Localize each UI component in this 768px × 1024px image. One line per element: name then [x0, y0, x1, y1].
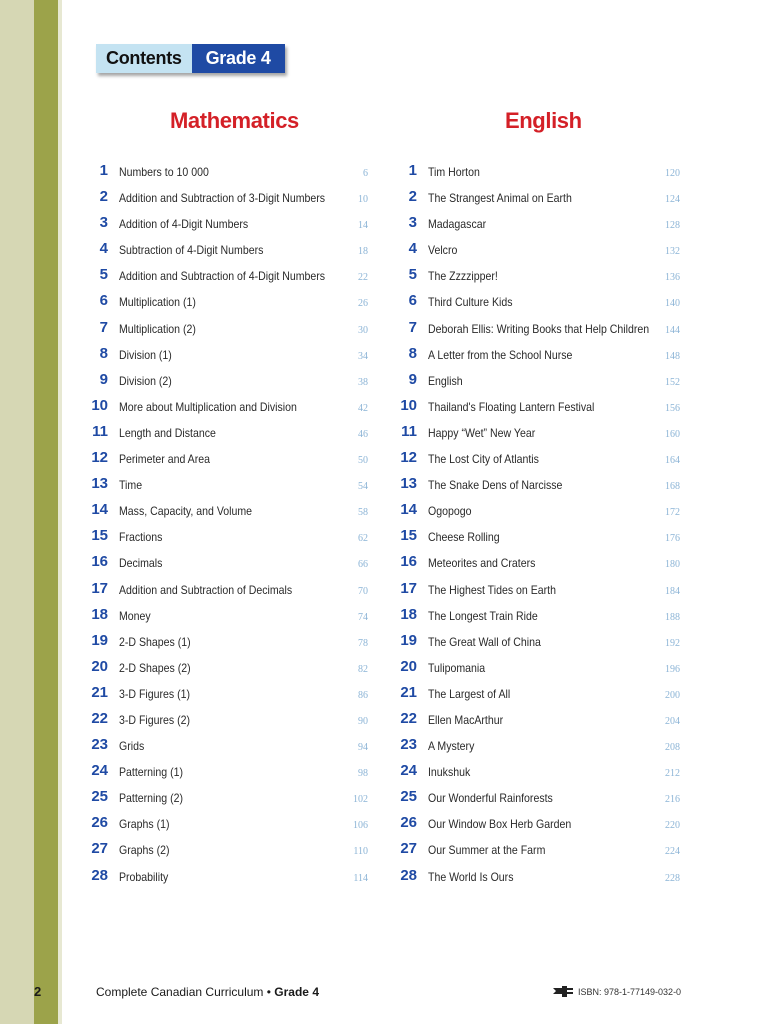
toc-entry-page: 184: [665, 585, 680, 597]
toc-entry-page: 46: [358, 428, 368, 440]
toc-entry-title: 3-D Figures (2): [119, 712, 191, 727]
toc-entry: [395, 734, 680, 760]
toc-entry-number: 13: [400, 475, 417, 493]
toc-entry-page: 152: [665, 376, 680, 388]
toc-entry-title: Thailand's Floating Lantern Festival: [428, 399, 595, 414]
toc-entry-page: 66: [358, 559, 368, 571]
toc-entry-number: 27: [400, 840, 417, 858]
contents-label: Contents: [96, 44, 192, 73]
toc-entry-page: 164: [665, 455, 680, 467]
toc-entry-number: 8: [99, 344, 108, 362]
toc-entry: [86, 264, 368, 290]
toc-entry-number: 3: [408, 214, 417, 232]
toc-entry-number: 16: [400, 553, 417, 571]
footer-book-title: [96, 985, 319, 999]
toc-entry-title: Happy “Wet” New Year: [428, 425, 536, 440]
toc-entry-page: 224: [665, 846, 680, 858]
toc-entry-number: 8: [408, 344, 417, 362]
toc-entry-number: 15: [400, 527, 417, 545]
toc-entry-number: 14: [400, 501, 417, 519]
toc-entry-page: 54: [358, 481, 368, 493]
toc-entry-title: Grids: [119, 739, 145, 754]
toc-entry-title: Meteorites and Craters: [428, 556, 536, 571]
toc-entry: [395, 212, 680, 238]
toc-entry: [86, 838, 368, 864]
toc-entry-title: 2-D Shapes (2): [119, 660, 191, 675]
toc-entry-page: 180: [665, 559, 680, 571]
mathematics-toc-list: [86, 160, 368, 891]
toc-entry-number: 23: [91, 736, 108, 754]
toc-entry: [395, 160, 680, 186]
toc-entry-title: English: [428, 373, 463, 388]
footer-grade: Grade 4: [274, 985, 319, 999]
english-heading: English: [505, 108, 582, 133]
toc-entry-number: 13: [91, 475, 108, 493]
toc-entry-title: Division (2): [119, 373, 172, 388]
toc-entry-title: Mass, Capacity, and Volume: [119, 504, 253, 519]
toc-entry-number: 19: [91, 631, 108, 649]
toc-entry-title: Our Window Box Herb Garden: [428, 817, 572, 832]
toc-entry-title: The World Is Ours: [428, 869, 514, 884]
toc-entry-page: 124: [665, 194, 680, 206]
toc-entry: [86, 682, 368, 708]
toc-entry-title: Cheese Rolling: [428, 530, 500, 545]
toc-entry: [86, 525, 368, 551]
toc-entry-page: 10: [358, 194, 368, 206]
footer-separator: •: [263, 985, 275, 999]
toc-entry: [395, 578, 680, 604]
toc-entry-title: The Highest Tides on Earth: [428, 582, 556, 597]
toc-entry: [86, 473, 368, 499]
toc-entry-page: 212: [665, 768, 680, 780]
toc-entry: [395, 290, 680, 316]
toc-entry: [86, 499, 368, 525]
toc-entry-number: 4: [408, 240, 417, 258]
toc-entry-title: The Great Wall of China: [428, 634, 541, 649]
toc-entry-number: 25: [91, 788, 108, 806]
toc-entry-page: 58: [358, 507, 368, 519]
toc-entry-number: 2: [408, 188, 417, 206]
toc-entry-page: 172: [665, 507, 680, 519]
toc-entry: [86, 421, 368, 447]
toc-entry-title: Numbers to 10 000: [119, 165, 209, 179]
toc-entry-page: 120: [665, 168, 680, 179]
toc-entry-title: Addition of 4-Digit Numbers: [119, 217, 249, 232]
toc-entry: [86, 186, 368, 212]
toc-entry: [86, 734, 368, 760]
toc-entry: [86, 160, 368, 186]
toc-entry-number: 5: [99, 266, 108, 284]
toc-entry-page: 106: [353, 820, 368, 832]
toc-entry-title: Our Wonderful Rainforests: [428, 791, 553, 806]
toc-entry: [395, 499, 680, 525]
toc-entry-title: Time: [119, 478, 143, 493]
toc-entry-title: Patterning (1): [119, 765, 183, 780]
toc-entry-title: A Letter from the School Nurse: [428, 347, 573, 362]
toc-entry-number: 12: [91, 449, 108, 467]
toc-entry-title: Tulipomania: [428, 660, 486, 675]
toc-entry-page: 140: [665, 298, 680, 310]
toc-entry-page: 148: [665, 350, 680, 362]
toc-entry-number: 21: [91, 683, 108, 701]
toc-entry: [395, 760, 680, 786]
toc-entry-number: 22: [91, 709, 108, 727]
toc-entry-number: 15: [91, 527, 108, 545]
toc-entry: [395, 343, 680, 369]
toc-entry-page: 128: [665, 220, 680, 232]
toc-entry-page: 78: [358, 637, 368, 649]
toc-entry-page: 156: [665, 402, 680, 414]
toc-entry-page: 216: [665, 794, 680, 806]
toc-entry-title: Our Summer at the Farm: [428, 843, 546, 858]
toc-entry-title: Addition and Subtraction of Decimals: [119, 582, 293, 597]
margin-stripe-edge: [58, 0, 62, 1024]
isbn-number: ISBN: 978-1-77149-032-0: [578, 986, 682, 997]
toc-entry-title: Subtraction of 4-Digit Numbers: [119, 243, 264, 258]
toc-entry-number: 11: [401, 422, 417, 440]
toc-entry-number: 12: [400, 449, 417, 467]
toc-entry-number: 4: [99, 240, 108, 258]
toc-entry-number: 26: [91, 814, 108, 832]
toc-entry-page: 132: [665, 246, 680, 258]
toc-entry-page: 74: [358, 611, 368, 623]
toc-entry-number: 17: [400, 579, 417, 597]
toc-entry-title: Division (1): [119, 347, 172, 362]
toc-entry: [395, 395, 680, 421]
publisher-logo-icon: [553, 986, 573, 997]
toc-entry-number: 18: [400, 605, 417, 623]
toc-entry: [86, 395, 368, 421]
toc-entry-number: 20: [91, 657, 108, 675]
toc-entry-title: The Snake Dens of Narcisse: [428, 478, 563, 493]
page-number: 2: [34, 984, 42, 999]
toc-entry-page: 14: [358, 220, 368, 232]
toc-entry-page: 160: [665, 428, 680, 440]
toc-entry: [86, 760, 368, 786]
toc-entry-title: Graphs (1): [119, 817, 170, 832]
toc-entry-title: Addition and Subtraction of 3-Digit Numbers: [119, 191, 326, 206]
toc-entry-page: 102: [353, 794, 368, 806]
toc-entry-page: 204: [665, 715, 680, 727]
toc-entry-number: 26: [400, 814, 417, 832]
toc-entry: [395, 317, 680, 343]
toc-entry-title: The Lost City of Atlantis: [428, 452, 539, 467]
toc-entry-page: 114: [353, 872, 368, 884]
toc-entry-title: Multiplication (1): [119, 295, 196, 310]
toc-entry: [86, 786, 368, 812]
toc-entry: [86, 604, 368, 630]
toc-entry-number: 11: [92, 422, 108, 440]
toc-entry-title: The Largest of All: [428, 686, 511, 701]
toc-entry-page: 18: [358, 246, 368, 258]
toc-entry-page: 38: [358, 376, 368, 388]
toc-entry-title: Probability: [119, 869, 169, 884]
toc-entry-title: The Longest Train Ride: [428, 608, 538, 623]
toc-entry-number: 1: [408, 162, 417, 179]
toc-entry-page: 220: [665, 820, 680, 832]
toc-entry-title: Inukshuk: [428, 765, 471, 780]
toc-entry: [395, 838, 680, 864]
toc-entry-title: Madagascar: [428, 217, 487, 232]
toc-entry: [395, 186, 680, 212]
footer-isbn: [553, 986, 681, 997]
toc-entry-title: Velcro: [428, 243, 458, 258]
toc-entry-title: Multiplication (2): [119, 321, 196, 336]
toc-entry-number: 21: [400, 683, 417, 701]
toc-entry: [86, 317, 368, 343]
toc-entry-title: Money: [119, 608, 151, 623]
toc-entry-page: 86: [358, 689, 368, 701]
toc-entry-number: 6: [408, 292, 417, 310]
toc-entry: [395, 604, 680, 630]
toc-entry-number: 20: [400, 657, 417, 675]
toc-entry: [395, 369, 680, 395]
toc-entry: [395, 525, 680, 551]
toc-entry: [395, 786, 680, 812]
mathematics-heading: Mathematics: [170, 108, 299, 133]
toc-entry-number: 5: [408, 266, 417, 284]
toc-entry-page: 168: [665, 481, 680, 493]
margin-stripe-light: [0, 0, 34, 1024]
toc-entry-page: 34: [358, 350, 368, 362]
toc-entry-page: 50: [358, 455, 368, 467]
toc-entry-number: 9: [408, 370, 417, 388]
footer-book-name: Complete Canadian Curriculum: [96, 985, 264, 999]
toc-entry-title: Decimals: [119, 556, 163, 571]
toc-entry: [395, 812, 680, 838]
toc-entry: [86, 369, 368, 395]
toc-entry-title: Patterning (2): [119, 791, 183, 806]
toc-entry: [395, 421, 680, 447]
toc-entry-title: 3-D Figures (1): [119, 686, 191, 701]
toc-entry-page: 188: [665, 611, 680, 623]
margin-stripe-olive: [34, 0, 58, 1024]
toc-entry-page: 192: [665, 637, 680, 649]
toc-entry: [86, 656, 368, 682]
toc-entry-number: 18: [91, 605, 108, 623]
toc-entry: [86, 578, 368, 604]
toc-entry-page: 82: [358, 663, 368, 675]
toc-entry-number: 19: [400, 631, 417, 649]
toc-entry-number: 3: [99, 214, 108, 232]
toc-entry-title: Addition and Subtraction of 4-Digit Numbers: [119, 269, 326, 284]
toc-entry: [395, 473, 680, 499]
toc-entry-title: 2-D Shapes (1): [119, 634, 191, 649]
toc-entry-page: 26: [358, 298, 368, 310]
toc-entry-title: Third Culture Kids: [428, 295, 513, 310]
toc-entry-page: 196: [665, 663, 680, 675]
toc-entry-title: Tim Horton: [428, 165, 480, 179]
toc-entry-number: 17: [91, 579, 108, 597]
toc-entry-page: 62: [358, 533, 368, 545]
toc-entry: [395, 447, 680, 473]
toc-entry: [395, 865, 680, 891]
toc-entry-page: 94: [358, 742, 368, 754]
english-toc-list: [395, 160, 680, 891]
toc-entry-page: 6: [363, 168, 368, 179]
toc-entry-page: 70: [358, 585, 368, 597]
toc-entry-number: 7: [408, 318, 417, 336]
toc-entry-number: 28: [400, 866, 417, 884]
toc-entry-page: 98: [358, 768, 368, 780]
toc-entry-page: 176: [665, 533, 680, 545]
toc-entry-number: 1: [99, 162, 108, 179]
toc-entry-number: 23: [400, 736, 417, 754]
toc-entry-number: 16: [91, 553, 108, 571]
toc-entry-title: Deborah Ellis: Writing Books that Help Children: [428, 321, 650, 336]
toc-entry-number: 27: [91, 840, 108, 858]
toc-entry: [86, 551, 368, 577]
toc-entry-page: 30: [358, 324, 368, 336]
toc-entry-page: 136: [665, 272, 680, 284]
toc-entry: [395, 238, 680, 264]
toc-entry-title: Length and Distance: [119, 425, 216, 440]
toc-entry-number: 10: [400, 396, 417, 414]
toc-entry-number: 24: [400, 762, 417, 780]
toc-entry-title: A Mystery: [428, 739, 475, 754]
toc-entry-number: 2: [99, 188, 108, 206]
toc-entry-page: 22: [358, 272, 368, 284]
toc-entry: [395, 264, 680, 290]
toc-entry-page: 200: [665, 689, 680, 701]
toc-entry-number: 6: [99, 292, 108, 310]
toc-entry: [86, 212, 368, 238]
toc-entry-number: 24: [91, 762, 108, 780]
contents-header-tab: [96, 44, 285, 73]
toc-entry-page: 228: [665, 872, 680, 884]
toc-entry-number: 10: [91, 396, 108, 414]
toc-entry-page: 110: [353, 846, 368, 858]
toc-entry: [86, 630, 368, 656]
toc-entry-page: 42: [358, 402, 368, 414]
toc-entry-title: Ogopogo: [428, 504, 472, 519]
toc-entry: [86, 343, 368, 369]
toc-entry-title: Ellen MacArthur: [428, 712, 504, 727]
toc-entry: [86, 447, 368, 473]
toc-entry-title: Perimeter and Area: [119, 452, 210, 467]
toc-entry-number: 25: [400, 788, 417, 806]
toc-entry: [86, 865, 368, 891]
toc-entry: [395, 630, 680, 656]
grade-label: Grade 4: [192, 44, 285, 73]
toc-entry: [395, 551, 680, 577]
toc-entry: [395, 656, 680, 682]
toc-entry: [86, 290, 368, 316]
toc-entry-title: Fractions: [119, 530, 163, 545]
toc-entry-number: 22: [400, 709, 417, 727]
toc-entry-title: The Zzzzipper!: [428, 269, 498, 284]
toc-entry-page: 90: [358, 715, 368, 727]
toc-entry-title: Graphs (2): [119, 843, 170, 858]
toc-entry-number: 9: [99, 370, 108, 388]
toc-entry-page: 144: [665, 324, 680, 336]
toc-entry: [86, 812, 368, 838]
toc-entry: [86, 238, 368, 264]
toc-entry: [395, 708, 680, 734]
toc-entry-title: More about Multiplication and Division: [119, 399, 297, 414]
toc-entry-number: 28: [91, 866, 108, 884]
toc-entry-number: 7: [99, 318, 108, 336]
toc-entry-title: The Strangest Animal on Earth: [428, 191, 572, 206]
toc-entry: [395, 682, 680, 708]
toc-entry: [86, 708, 368, 734]
toc-entry-page: 208: [665, 742, 680, 754]
toc-entry-number: 14: [91, 501, 108, 519]
